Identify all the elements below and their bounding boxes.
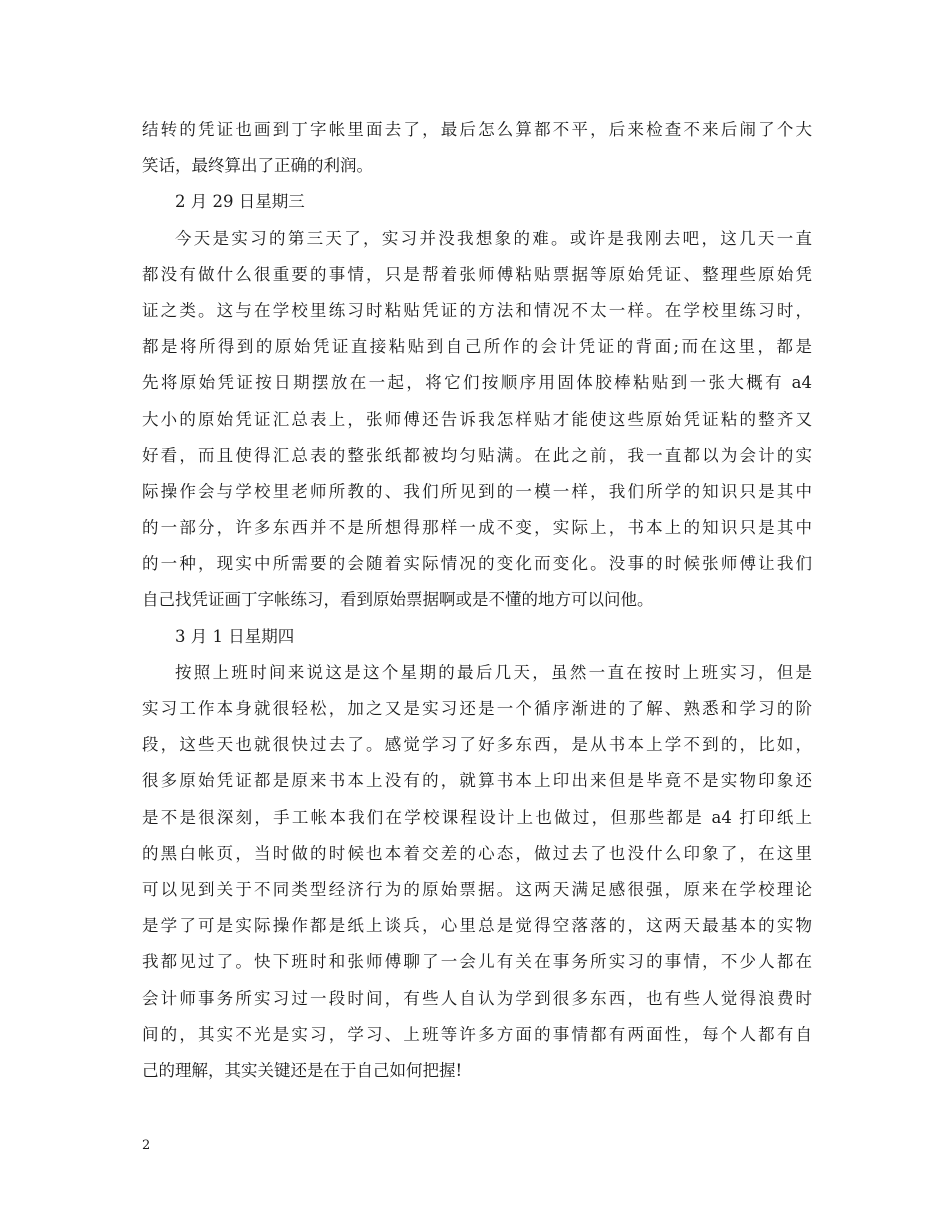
paragraph-p3: [142, 655, 812, 1089]
text-line: 间的，其实不光是实习，学习、上班等许多方面的事情都有两面性，每个人都有自: [142, 1024, 812, 1044]
text-line: 证之类。这与在学校里练习时粘贴凭证的方法和情况不太一样。在学校里练习时，: [142, 300, 812, 320]
text-line: 我都见过了。快下班时和张师傅聊了一会儿有关在事务所实习的事情，不少人都在: [142, 952, 812, 972]
text-line: 的一种，现实中所需要的会随着实际情况的变化而变化。没事的时候张师傅让我们: [142, 554, 812, 574]
text-line: 实习工作本身就很轻松，加之又是实习还是一个循序渐进的了解、熟悉和学习的阶: [142, 699, 812, 718]
text-line: 的黑白帐页，当时做的时候也本着交差的心态，做过去了也没什么印象了，在这里: [142, 843, 812, 863]
paragraph-date1: [142, 184, 812, 220]
text-line: 大小的原始凭证汇总表上，张师傅还告诉我怎样贴才能使这些原始凭证粘的整齐又: [142, 409, 812, 429]
text-line: 今天是实习的第三天了，实习并没我想象的难。或许是我刚去吧，这几天一直: [175, 228, 812, 248]
text-line: 己的理解，其实关键还是在于自己如何把握!: [142, 1060, 463, 1080]
text-line: 按照上班时间来说这是这个星期的最后几天，虽然一直在按时上班实习，但是: [175, 662, 812, 682]
text-line: 结转的凭证也画到丁字帐里面去了，最后怎么算都不平，后来检查不来后闹了个大: [142, 120, 812, 139]
text-line: 2 月 29 日星期三: [175, 192, 305, 212]
text-line: 好看，而且使得汇总表的整张纸都被均匀贴满。在此之前，我一直都以为会计的实: [142, 445, 812, 465]
text-line: 是学了可是实际操作都是纸上谈兵，心里总是觉得空落落的，这两天最基本的实物: [142, 916, 812, 936]
text-line: 3 月 1 日星期四: [175, 626, 295, 646]
text-line: 可以见到关于不同类型经济行为的原始票据。这两天满足感很强，原来在学校理论: [142, 879, 812, 899]
text-line: 段，这些天也就很快过去了。感觉学习了好多东西，是从书本上学不到的，比如，: [142, 735, 812, 755]
text-line: 很多原始凭证都是原来书本上没有的，就算书本上印出来但是毕竟不是实物印象还: [142, 771, 812, 791]
paragraph-date2: [142, 619, 812, 655]
text-line: 会计师事务所实习过一段时间，有些人自认为学到很多东西，也有些人觉得浪费时: [142, 988, 812, 1008]
text-line: 先将原始凭证按日期摆放在一起，将它们按顺序用固体胶棒粘贴到一张大概有 a4: [142, 373, 812, 393]
document-body: [142, 112, 812, 1089]
text-line: 都是将所得到的原始凭证直接粘贴到自己所作的会计凭证的背面;而在这里，都是: [142, 337, 812, 357]
text-line: 是不是很深刻，手工帐本我们在学校课程设计上也做过，但那些都是 a4 打印纸上: [142, 807, 812, 827]
text-line: 的一部分，许多东西并不是所想得那样一成不变，实际上，书本上的知识只是其中: [142, 518, 812, 538]
page-number: 2: [142, 1138, 151, 1153]
text-line: 自己找凭证画丁字帐练习，看到原始票据啊或是不懂的地方可以问他。: [142, 590, 654, 610]
paragraph-p2: [142, 221, 812, 619]
text-line: 笑话，最终算出了正确的利润。: [142, 156, 373, 176]
paragraph-p1: [142, 112, 812, 184]
text-line: 都没有做什么很重要的事情，只是帮着张师傅粘贴票据等原始凭证、整理些原始凭: [142, 264, 812, 284]
text-line: 际操作会与学校里老师所教的、我们所见到的一模一样，我们所学的知识只是其中: [142, 481, 812, 501]
